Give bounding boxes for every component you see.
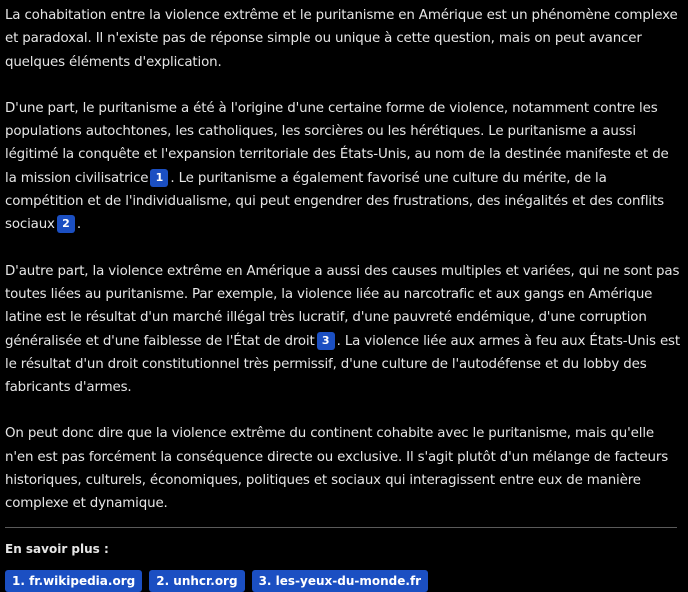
paragraph-text: . Le puritanisme a également favorisé une culture du mérite, de la compétition et de l'individualisme, qui peut engendrer des frustrations, des inégalités et des conflits sociaux <box>5 170 664 233</box>
source-link-wikipedia[interactable]: 1. fr.wikipedia.org <box>5 570 142 592</box>
divider <box>5 527 677 528</box>
answer-paragraph-1: La cohabitation entre la violence extrême et le puritanisme en Amérique est un phénomène complexe et paradoxal. Il n'existe pas de réponse simple ou unique à cette question, mais on peut avancer quelques éléments d'explication. <box>5 8 678 70</box>
citation-badge-1[interactable]: 1 <box>150 169 168 187</box>
answer-paragraph-3 <box>5 260 682 400</box>
paragraph-text: . La violence liée aux armes à feu aux États-Unis est le résultat d'un droit constitutionnel très permissif, d'une culture de l'autodéfense et du lobby des fabricants d'armes. <box>5 333 680 396</box>
source-link-unhcr[interactable]: 2. unhcr.org <box>149 570 244 592</box>
answer-paragraph-4: On peut donc dire que la violence extrême du continent cohabite avec le puritanisme, mais qu'elle n'en est pas forcément la conséquence directe ou exclusive. Il s'agit plutôt d'un mélange de facteurs historiques, culturels, économiques, politiques et sociaux qui interagissent entre eux de manière complexe et dynamique. <box>5 426 669 512</box>
answer-paragraph-2 <box>5 97 682 237</box>
learn-more-title: En savoir plus : <box>5 541 109 556</box>
paragraph-text: . <box>76 217 81 233</box>
citation-badge-2[interactable]: 2 <box>57 215 75 233</box>
paragraph-text: D'autre part, la violence extrême en Amérique a aussi des causes multiples et variées, qui ne sont pas toutes liées au puritanisme. Par exemple, la violence liée au narcotrafic et aux gangs en Amérique latine est le résultat d'un marché illégal très lucratif, d'une pauvreté endémique, d'une corruption généralisée et d'une faiblesse de l'État de droit <box>5 263 680 349</box>
source-links <box>5 570 682 592</box>
citation-badge-3[interactable]: 3 <box>317 332 335 350</box>
source-link-les-yeux-du-monde[interactable]: 3. les-yeux-du-monde.fr <box>252 570 429 592</box>
paragraph-text: D'une part, le puritanisme a été à l'origine d'une certaine forme de violence, notamment contre les populations autochtones, les catholiques, les sorcières ou les hérétiques. Le puritanisme a aussi légitimé la conquête et l'expansion territoriale des États-Unis, au nom de la destinée manifeste et de la mission civilisatrice <box>5 100 669 186</box>
